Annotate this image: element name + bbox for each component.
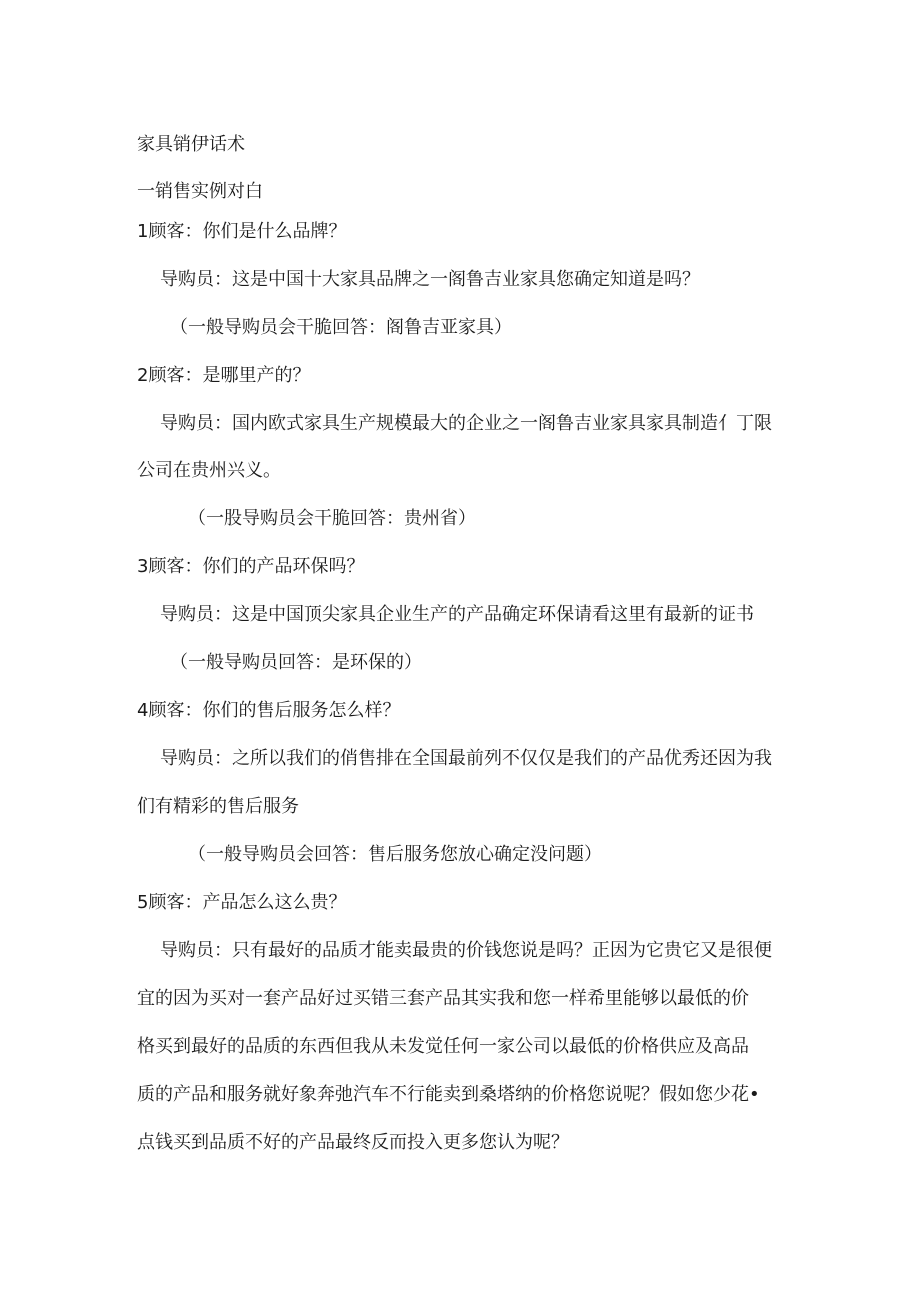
guide-answer-4-cont: 们有精彩的售后服务	[137, 796, 299, 817]
guide-answer-5: 导购员：只有最好的品质才能卖最贵的价钱您说是吗？正因为它贵它又是很便	[160, 940, 772, 961]
guide-answer-2: 导购员：国内欧式家具生产规模最大的企业之一阁鲁吉业家具家具制造亻丁限	[160, 413, 772, 434]
guide-answer-2-cont: 公司在贵州兴义。	[137, 460, 281, 481]
guide-answer-5-cont-3: 质的产品和服务就好象奔弛汽车不行能卖到桑塔纳的价格您说呢？假如您少花•	[137, 1084, 760, 1105]
customer-question-2: 2顾客：是哪里产的？	[137, 365, 311, 386]
note-2: （一股导购员会干脆回答：贵州省）	[188, 508, 476, 529]
guide-answer-5-cont-4: 点钱买到品质不好的产品最终反而投入更多您认为呢？	[137, 1132, 569, 1153]
note-1: （一般导购员会干脆回答：阁鲁吉亚家具）	[170, 317, 512, 338]
guide-answer-5-cont-1: 宜的因为买对一套产品好过买错三套产品其实我和您一样希里能够以最低的价	[137, 988, 749, 1009]
document-title: 家具销伊话术	[137, 134, 245, 155]
guide-answer-5-cont-2: 格买到最好的品质的东西但我从未发觉任何一家公司以最低的价格供应及高品	[137, 1036, 749, 1057]
section-heading: 一销售实例对白	[137, 181, 263, 202]
guide-answer-3: 导购员：这是中国顶尖家具企业生产的产品确定环保请看这里有最新的证书	[160, 604, 754, 625]
customer-question-3: 3顾客：你们的产品环保吗？	[137, 556, 365, 577]
note-3: （一般导购员回答：是环保的）	[170, 652, 422, 673]
note-4: （一般导购员会回答：售后服务您放心确定没问题）	[188, 844, 602, 865]
customer-question-1: 1顾客：你们是什么品牌？	[137, 221, 347, 242]
guide-answer-1: 导购员：这是中国十大家具品牌之一阁鲁吉业家具您确定知道是吗？	[160, 269, 700, 290]
customer-question-4: 4顾客：你们的售后服务怎么样？	[137, 700, 401, 721]
customer-question-5: 5顾客：产品怎么这么贵？	[137, 892, 347, 913]
guide-answer-4: 导购员：之所以我们的俏售排在全国最前列不仅仅是我们的产品优秀还因为我	[160, 748, 772, 769]
